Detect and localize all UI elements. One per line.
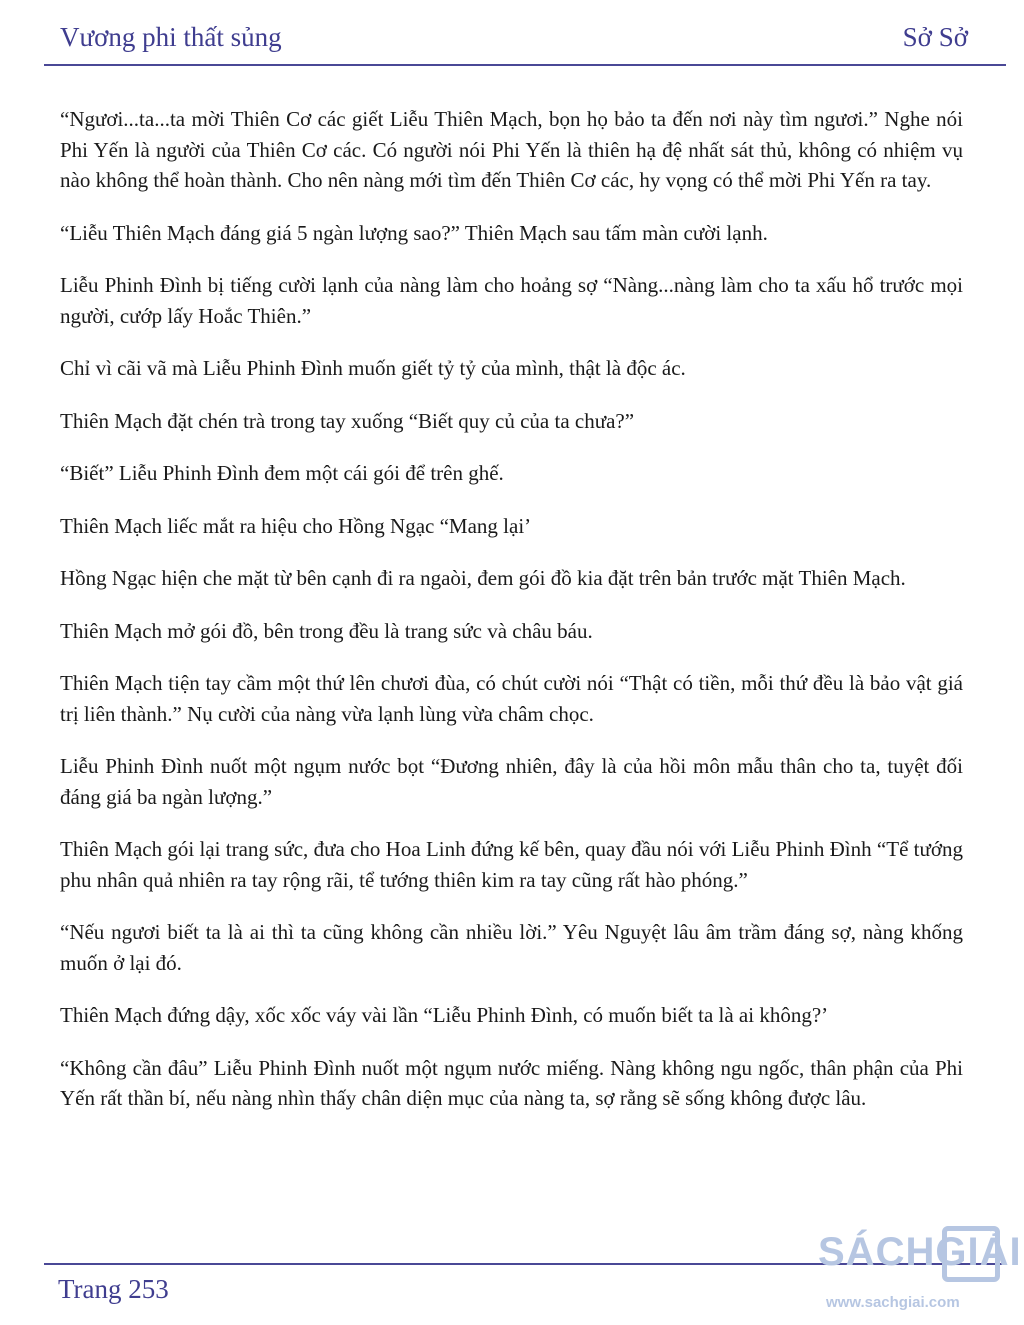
author-name: Sở Sở [902, 22, 968, 52]
watermark-brand: SÁCHGIẢI [818, 1230, 1022, 1274]
watermark-url: www.sachgiai.com [826, 1294, 960, 1311]
paragraph: “Liễu Thiên Mạch đáng giá 5 ngàn lượng sao?” Thiên Mạch sau tấm màn cười lạnh. [60, 220, 768, 245]
paragraph: Hồng Ngạc hiện che mặt từ bên cạnh đi ra ngaòi, đem gói đồ kia đặt trên bản trước mặt Thiên Mạch. [60, 566, 906, 590]
paragraph: Thiên Mạch gói lại trang sức, đưa cho Hoa Linh đứng kế bên, quay đầu nói với Liễu Phinh Đình “Tể tướng phu nhân quả nhiên ra tay rộng rãi, tể tướng thiên kim ra tay cũng rất hào phóng.” [60, 837, 963, 892]
header-rule [44, 64, 1006, 66]
paragraph: Liễu Phinh Đình bị tiếng cười lạnh của nàng làm cho hoảng sợ “Nàng...nàng làm cho ta xấu hổ trước mọi người, cướp lấy Hoắc Thiên.” [60, 273, 963, 328]
paragraph: Thiên Mạch tiện tay cầm một thứ lên chươi đùa, có chút cười nói “Thật có tiền, mỗi thứ đều là bảo vật giá trị liên thành.” Nụ cười của nàng vừa lạnh lùng vừa châm chọc. [60, 671, 963, 726]
paragraph: Thiên Mạch mở gói đồ, bên trong đều là trang sức và châu báu. [60, 618, 593, 643]
body-text [60, 104, 963, 1136]
paragraph: Thiên Mạch liếc mắt ra hiệu cho Hồng Ngạc “Mang lại’ [60, 513, 532, 538]
paragraph: “Biết” Liễu Phinh Đình đem một cái gói để trên ghế. [60, 461, 504, 485]
paragraph: “Nếu ngươi biết ta là ai thì ta cũng không cần nhiều lời.” Yêu Nguyệt lâu âm trầm đáng sợ, nàng khống muốn ở lại đó. [60, 920, 963, 975]
paragraph: Chỉ vì cãi vã mà Liễu Phinh Đình muốn giết tỷ tỷ của mình, thật là độc ác. [60, 356, 686, 380]
paragraph: “Không cần đâu” Liễu Phinh Đình nuốt một ngụm nước miếng. Nàng không ngu ngốc, thân phận của Phi Yến rất thần bí, nếu nàng nhìn thấy chân diện mục của nàng ta, sợ rằng sẽ sống không được lâu. [60, 1055, 963, 1110]
paragraph: Liễu Phinh Đình nuốt một ngụm nước bọt “Đương nhiên, đây là của hồi môn mẫu thân cho ta, tuyệt đối đáng giá ba ngàn lượng.” [60, 754, 963, 809]
book-title: Vương phi thất sủng [60, 22, 282, 52]
page-number: Trang 253 [58, 1274, 169, 1304]
paragraph: Thiên Mạch đứng dậy, xốc xốc váy vài lần “Liễu Phinh Đình, có muốn biết ta là ai không?’ [60, 1003, 829, 1027]
paragraph: Thiên Mạch đặt chén trà trong tay xuống “Biết quy củ của ta chưa?” [60, 408, 635, 433]
watermark-logo [818, 1216, 1022, 1316]
paragraph: “Ngươi...ta...ta mời Thiên Cơ các giết Liễu Thiên Mạch, bọn họ bảo ta đến nơi này tìm ngươi.” Nghe nói Phi Yến là người của Thiên Cơ các. Có người nói Phi Yến là thiên hạ đệ nhất sát thủ, không có nhiệm vụ nào không thể hoàn thành. Cho nên nàng mới tìm đến Thiên Cơ các, hy vọng có thể mời Phi Yến ra tay. [60, 107, 963, 192]
